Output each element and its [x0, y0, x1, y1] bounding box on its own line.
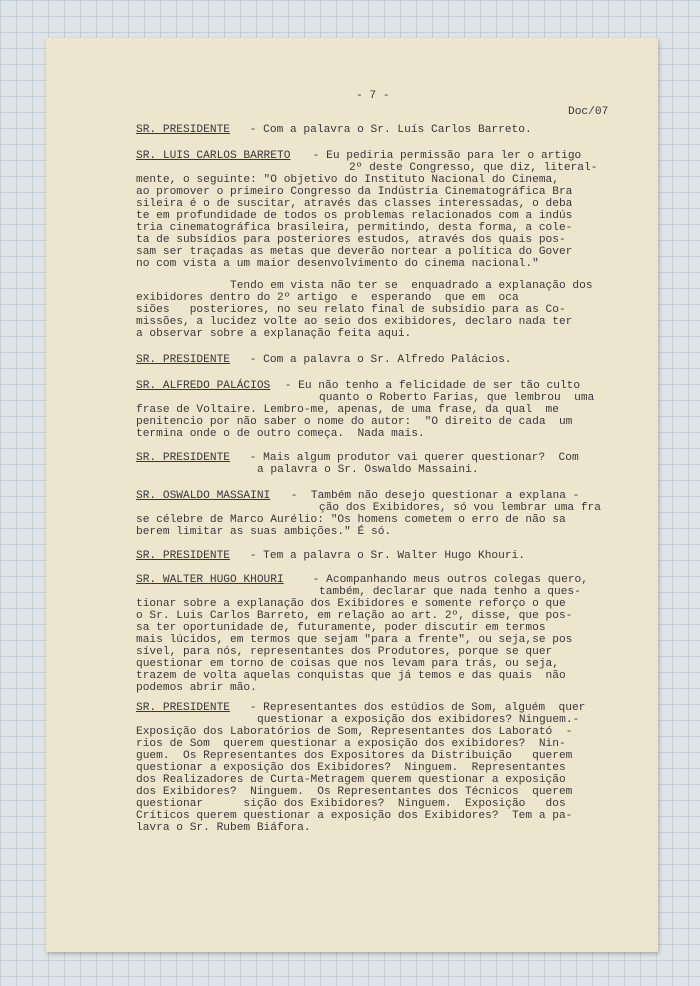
speech-line: a observar sobre a explanação feita aqui.: [136, 328, 412, 340]
speech-line: guem. Os Representantes dos Expositores da Distribuição querem: [136, 750, 573, 762]
speech-line: sível, para nós, representantes dos Produtores, porque se quer: [136, 646, 553, 658]
speech-line: - Mais algum produtor vai querer questionar? Com: [243, 452, 579, 464]
speech-line: Críticos querem questionar a exposição dos Exibidores? Tem a pa-: [136, 810, 573, 822]
speech-line: - Com a palavra o Sr. Luís Carlos Barreto.: [243, 124, 532, 136]
speech-line: também, declarar que nada tenho a ques-: [319, 586, 581, 598]
speech-line: quanto o Roberto Farias, que lembrou uma: [319, 392, 595, 404]
speech-line: a palavra o Sr. Oswaldo Massaini.: [257, 464, 479, 476]
speech-line: questionar em torno de coisas que nos levam para trás, ou seja,: [136, 658, 559, 670]
speech-line: sa ter oportunidade de, futuramente, poder discutir em termos: [136, 622, 546, 634]
speech-line: te em profundidade de todos os problemas relacionados com a indús: [136, 210, 573, 222]
speech-line: dos Realizadores de Curta-Metragem querem questionar a exposição: [136, 774, 566, 786]
speech-line: Exposição dos Laboratórios de Som, Representantes dos Laborató -: [136, 726, 573, 738]
speech-line: sam ser traçadas as metas que deverão nortear a política do Gover: [136, 246, 573, 258]
speech-line: o Sr. Luis Carlos Barreto, em relação ao art. 2º, disse, que pos-: [136, 610, 573, 622]
speech-line: - Tem a palavra o Sr. Walter Hugo Khouri.: [243, 550, 525, 562]
speaker-label: SR. PRESIDENTE: [136, 354, 230, 366]
speech-line: se célebre de Marco Aurélio: "Os homens cometem o erro de não sa: [136, 514, 566, 526]
speech-line: exibidores dentro do 2º artigo e esperando que em oca: [136, 292, 519, 304]
speech-line: questionar a exposição dos exibidores? Ninguem.-: [257, 714, 580, 726]
speech-line: tria cinematográfica brasileira, permitindo, desta forma, a cole-: [136, 222, 573, 234]
speech-line: - Representantes dos estúdios de Som, alguém quer: [243, 702, 586, 714]
document-reference: Doc/07: [568, 106, 609, 118]
speech-line: penitencio por não saber o nome do autor: "O direito de cada um: [136, 416, 573, 428]
speech-line: mais lúcidos, em termos que sejam "para a frente", ou seja,se pos: [136, 634, 573, 646]
speech-line: tionar sobre a explanação dos Exibidores e somente reforço o que: [136, 598, 566, 610]
speaker-label: SR. ALFREDO PALÁCIOS: [136, 380, 271, 392]
speaker-label: SR. PRESIDENTE: [136, 452, 230, 464]
speech-line: mente, o seguinte: "O objetivo do Instituto Nacional do Cinema,: [136, 174, 559, 186]
speaker-label: SR. LUIS CARLOS BARRETO: [136, 150, 291, 162]
speech-line: siões posteriores, no seu relato final de subsídio para as Co-: [136, 304, 566, 316]
speech-line: missões, a lucidez volte ao seio dos exibidores, declaro nada ter: [136, 316, 573, 328]
speech-line: ao promover o primeiro Congresso da Indústria Cinematográfica Bra: [136, 186, 573, 198]
speaker-label: SR. PRESIDENTE: [136, 550, 230, 562]
speech-line: no com vista a um maior desenvolvimento do cinema nacional.": [136, 258, 539, 270]
speech-line: questionar a exposição dos Exibidores? Ninguem. Representantes: [136, 762, 566, 774]
speech-line: rios de Som querem questionar a exposição dos exibidores? Nin-: [136, 738, 566, 750]
speaker-label: SR. OSWALDO MASSAINI: [136, 490, 271, 502]
speaker-label: SR. WALTER HUGO KHOURI: [136, 574, 284, 586]
speech-line: podemos abrir mão.: [136, 682, 257, 694]
speech-line: - Eu pediria permissão para ler o artigo: [306, 150, 582, 162]
document-page: [46, 38, 658, 952]
speech-line: dos Exibidores? Ninguem. Os Representantes dos Técnicos querem: [136, 786, 573, 798]
speaker-label: SR. PRESIDENTE: [136, 124, 230, 136]
speech-line: sileira é o de suscitar, através das classes interessadas, o deba: [136, 198, 573, 210]
speech-line: frase de Voltaire. Lembro-me, apenas, de uma frase, da qual me: [136, 404, 559, 416]
speech-line: trazem de volta aquelas conquistas que já temos e das quais não: [136, 670, 566, 682]
speech-line: ta de subsídios para posteriores estudos, através dos quais pos-: [136, 234, 566, 246]
speech-line: lavra o Sr. Rubem Biáfora.: [136, 822, 311, 834]
speech-line: ção dos Exibidores, só vou lembrar uma fra: [319, 502, 601, 514]
speech-line: termina onde o de outro começa. Nada mais.: [136, 428, 425, 440]
speech-line: - Eu não tenho a felicidade de ser tão culto: [278, 380, 581, 392]
speaker-label: SR. PRESIDENTE: [136, 702, 230, 714]
page-number: - 7 -: [356, 90, 390, 102]
speech-line: 2º deste Congresso, que diz, literal-: [349, 162, 598, 174]
speech-line: questionar sição dos Exibidores? Ninguem. Exposição dos: [136, 798, 566, 810]
speech-line: - Acompanhando meus outros colegas quero,: [306, 574, 588, 586]
speech-line: berem limitar as suas ambições." É só.: [136, 526, 392, 538]
speech-line: Tendo em vista não ter se enquadrado a explanação dos: [230, 280, 593, 292]
speech-line: - Também não desejo questionar a explana -: [284, 490, 580, 502]
speech-line: - Com a palavra o Sr. Alfredo Palácios.: [243, 354, 512, 366]
